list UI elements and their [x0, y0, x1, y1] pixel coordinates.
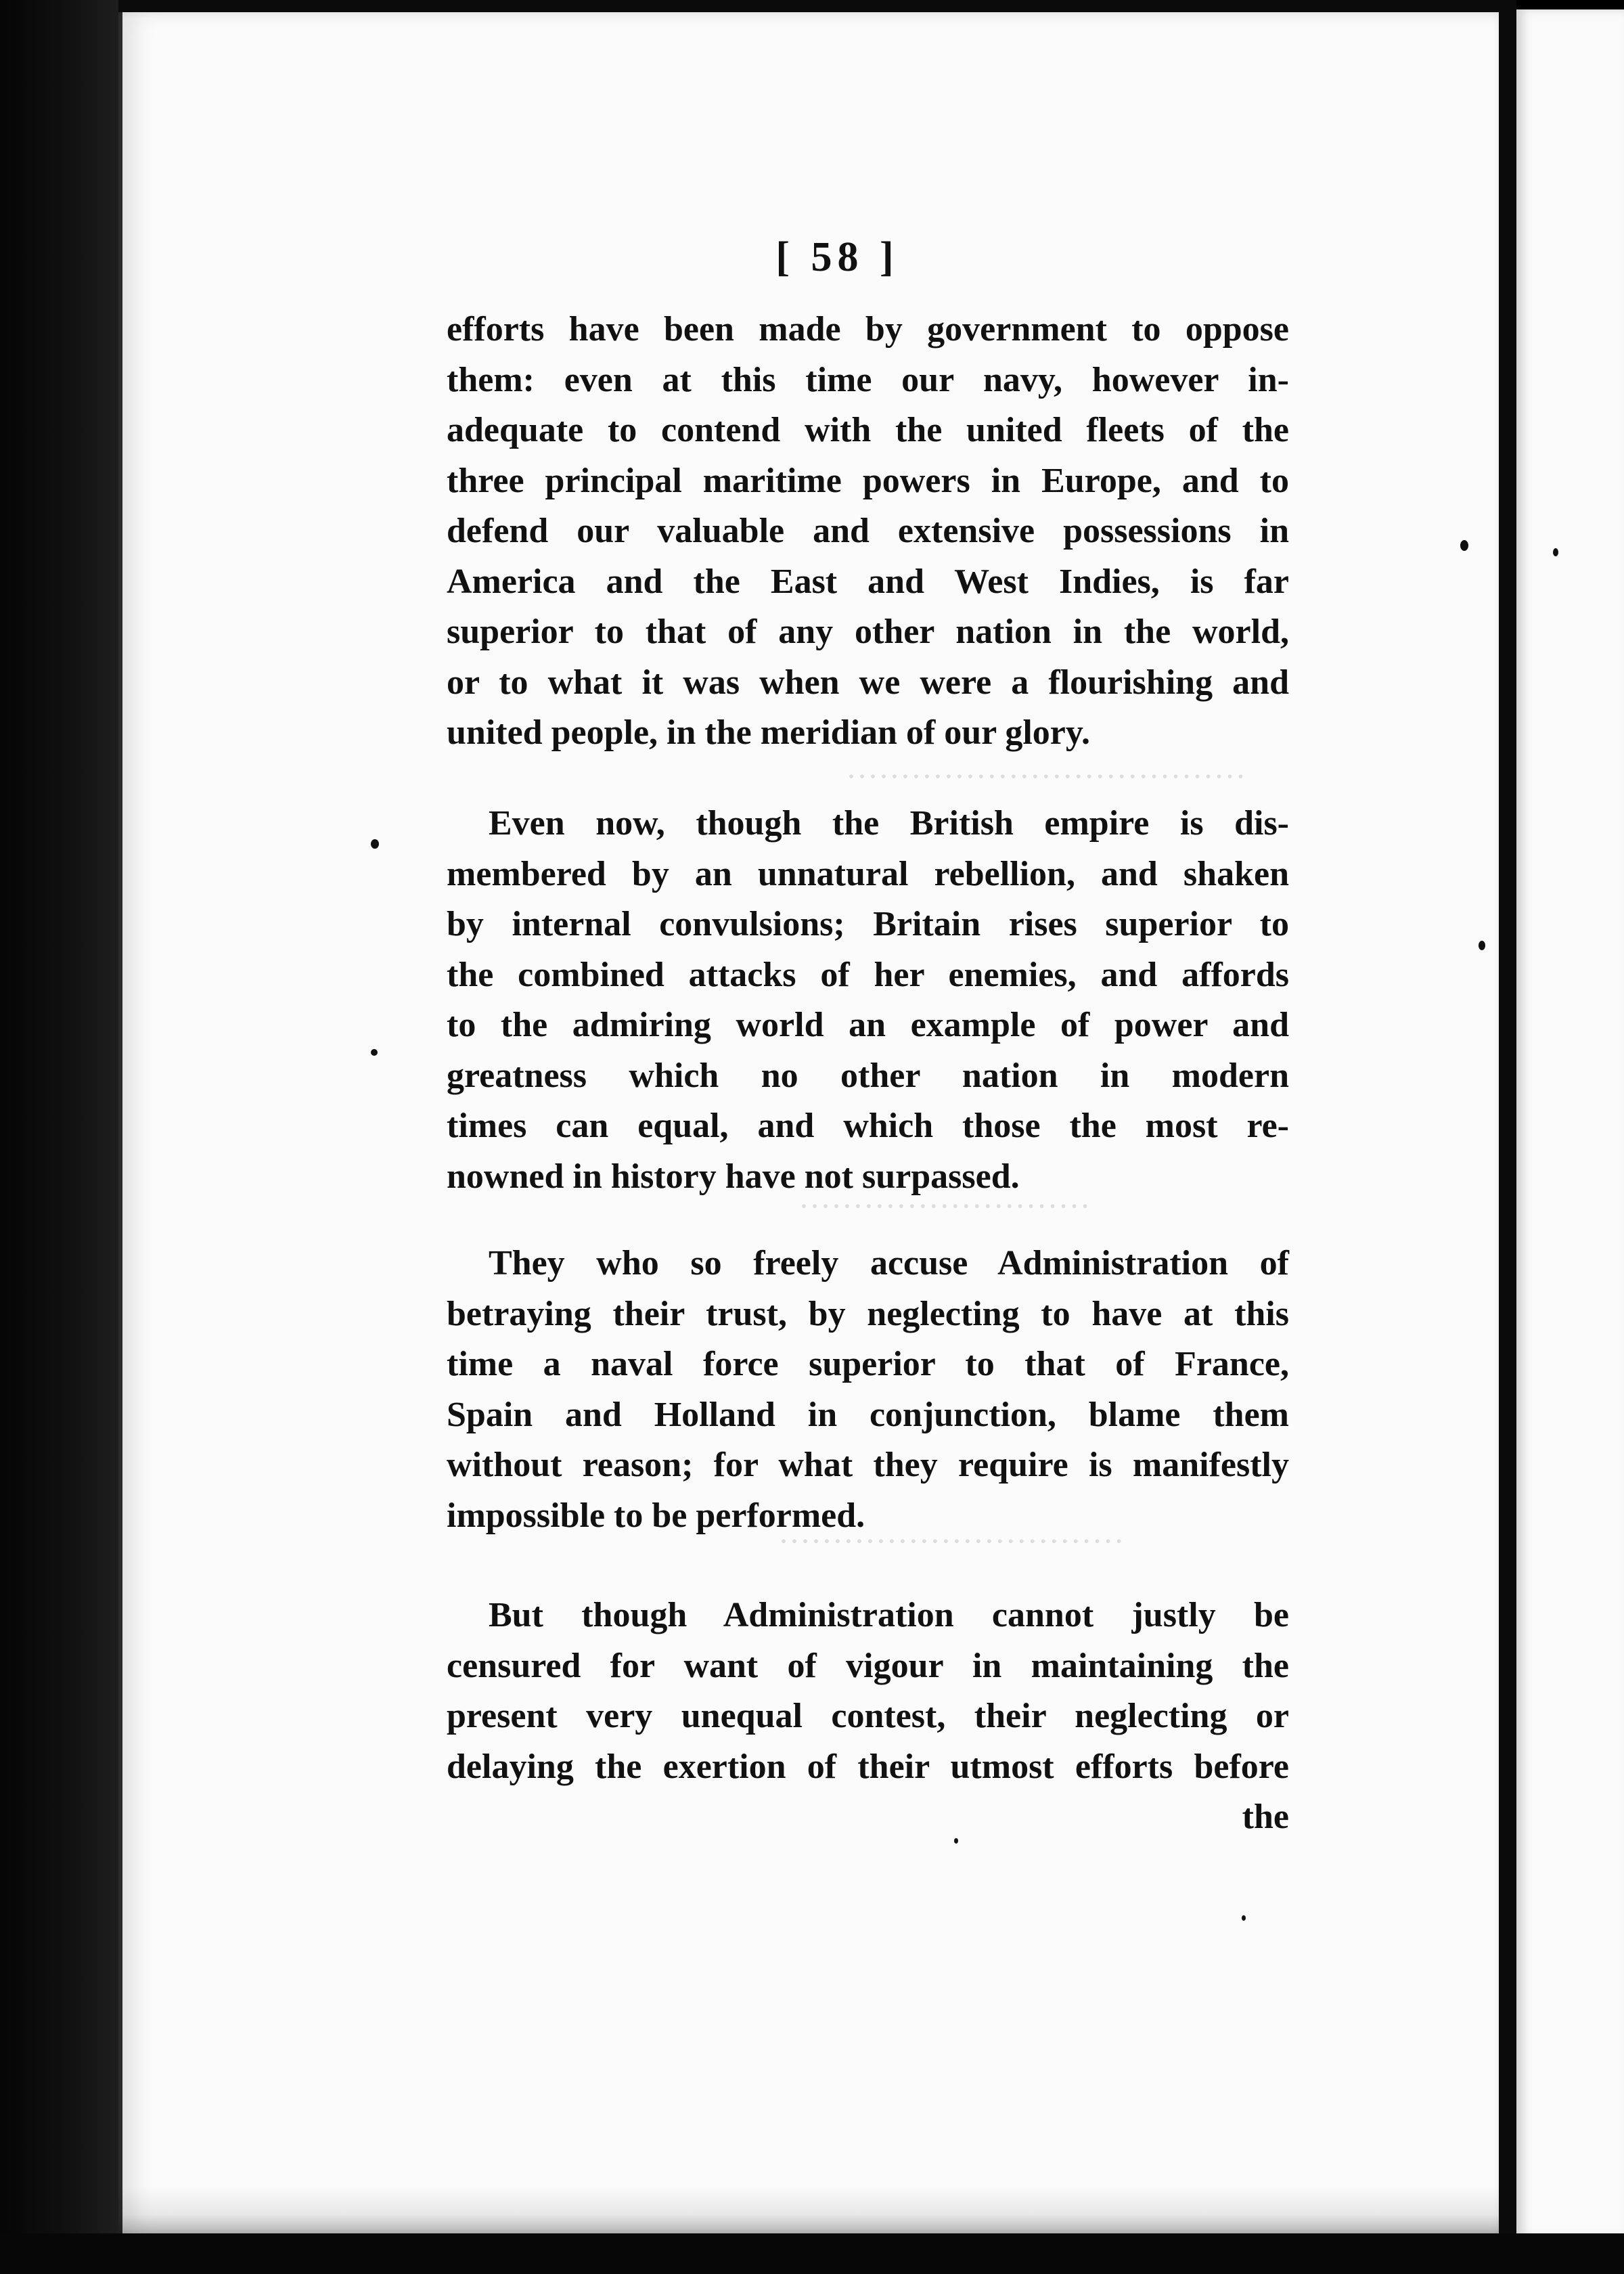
scan-speck	[371, 839, 379, 849]
text-line: three principal maritime powers in Europe, and to	[447, 461, 1289, 500]
text-line: They who so freely accuse Administration of	[489, 1244, 1289, 1283]
text-line: impossible to be performed.	[447, 1496, 865, 1535]
paragraph-1	[447, 305, 1289, 759]
text-line: Even now, though the British empire is dis-	[489, 804, 1289, 843]
page-number: [ 58 ]	[775, 234, 899, 280]
bleed-through-text: ···························	[798, 1188, 1091, 1224]
scan-speck	[371, 1049, 378, 1056]
bleed-through-text: ·····································	[846, 759, 1246, 795]
text-line: betraying their trust, by neglecting to have at this	[447, 1294, 1289, 1333]
book-spine	[1499, 0, 1516, 2274]
text-line: time a naval force superior to that of France,	[447, 1345, 1289, 1383]
scan-speck	[1242, 1915, 1246, 1921]
text-line: without reason; for what they require is manifestly	[447, 1446, 1289, 1484]
paragraph-4	[447, 1590, 1289, 1843]
text-line: censured for want of vigour in maintaining the	[447, 1646, 1289, 1685]
catchword: the	[1242, 1798, 1289, 1836]
scan-speck	[1479, 941, 1485, 950]
text-line: them: even at this time our navy, however in-	[447, 360, 1289, 399]
text-line: the combined attacks of her enemies, and affords	[447, 955, 1289, 994]
text-line: defend our valuable and extensive possessions in	[447, 512, 1289, 550]
text-line: united people, in the meridian of our glory.	[447, 713, 1090, 752]
paragraph-2	[447, 799, 1289, 1202]
bleed-through-text: ································	[778, 1523, 1125, 1559]
text-line: efforts have been made by government to oppose	[447, 310, 1289, 349]
text-line: America and the East and West Indies, is far	[447, 562, 1289, 601]
text-line: But though Administration cannot justly be	[489, 1596, 1289, 1634]
text-line: nowned in history have not surpassed.	[447, 1157, 1020, 1196]
text-line: to the admiring world an example of power and	[447, 1006, 1289, 1044]
text-line: times can equal, and which those the most re-	[447, 1107, 1289, 1145]
text-line: superior to that of any other nation in the world,	[447, 612, 1289, 651]
scan-speck	[1460, 540, 1468, 551]
page-top-edge	[118, 0, 1499, 12]
scan-speck	[1553, 548, 1558, 556]
paragraph-3	[447, 1239, 1289, 1541]
binding-gutter	[0, 0, 118, 2274]
text-line: by internal convulsions; Britain rises superior to	[447, 905, 1289, 943]
adjacent-page-edge	[1516, 9, 1624, 2236]
text-line: present very unequal contest, their neglecting or	[447, 1697, 1289, 1735]
text-line: membered by an unnatural rebellion, and shaken	[447, 854, 1289, 893]
text-line: Spain and Holland in conjunction, blame them	[447, 1395, 1289, 1434]
text-line: delaying the exertion of their utmost efforts before	[447, 1747, 1289, 1786]
text-line: or to what it was when we were a flourishing and	[447, 663, 1289, 702]
text-line: adequate to contend with the united fleets of the	[447, 411, 1289, 449]
page-bottom-shadow	[118, 2186, 1499, 2233]
scan-bottom-border	[0, 2233, 1624, 2274]
text-line: greatness which no other nation in modern	[447, 1056, 1289, 1095]
